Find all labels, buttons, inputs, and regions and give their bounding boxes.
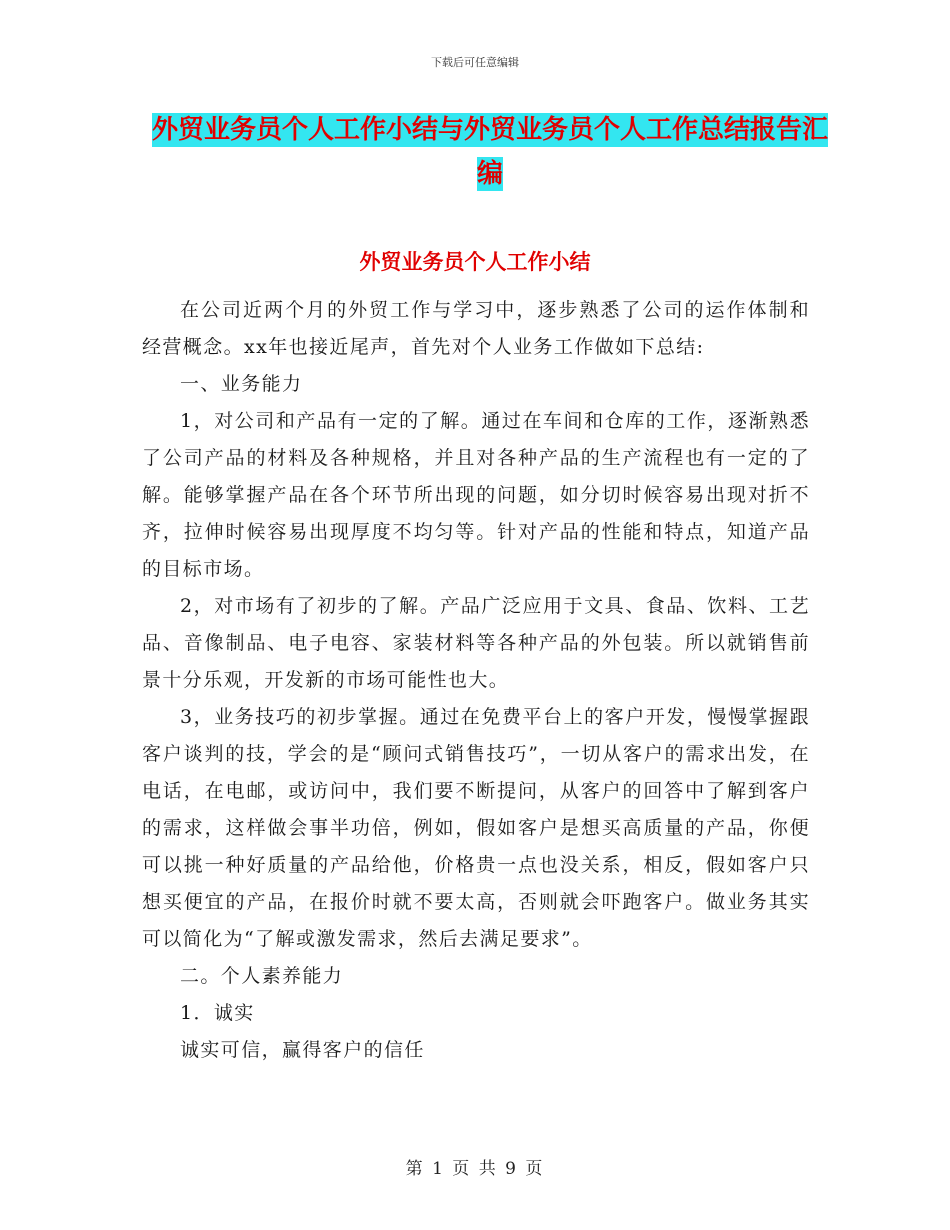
body-heading: 二。个人素养能力 <box>180 965 344 987</box>
body-paragraph: 3，业务技巧的初步掌握。通过在免费平台上的客户开发，慢慢掌握跟客户谈判的技，学会的是“顾问式销售技巧”，一切从客户的需求出发，在电话，在电邮，或访问中，我们要不断提问，从客户的回答中了解到客户的需求，这样做会事半功倍，例如，假如客户是想买高质量的产品，你便可以挑一种好质量的产品给他，价格贵一点也没关系，相反，假如客户只想买便宜的产品，在报价时就不要太高，否则就会吓跑客户。做业务其实可以简化为“了解或激发需求，然后去满足要求”。 <box>142 706 810 950</box>
header-note: 下载后可任意编辑 <box>431 56 519 69</box>
document-title <box>140 108 840 196</box>
body-paragraph: 2，对市场有了初步的了解。产品广泛应用于文具、食品、饮料、工艺品、音像制品、电子电容、家装材料等各种产品的外包装。所以就销售前景十分乐观，开发新的市场可能性也大。 <box>142 595 810 691</box>
body-paragraph: 1，对公司和产品有一定的了解。通过在车间和仓库的工作，逐渐熟悉了公司产品的材料及各种规格，并且对各种产品的生产流程也有一定的了解。能够掌握产品在各个环节所出现的问题，如分切时候容易出现对折不齐，拉伸时候容易出现厚度不均匀等。针对产品的性能和特点，知道产品的目标市场。 <box>142 410 810 580</box>
body-heading: 一、业务能力 <box>180 373 303 395</box>
body-paragraph: 在公司近两个月的外贸工作与学习中，逐步熟悉了公司的运作体制和经营概念。xx年也接近尾声，首先对个人业务工作做如下总结: <box>142 299 810 358</box>
document-title-text: 外贸业务员个人工作小结与外贸业务员个人工作总结报告汇编 <box>151 115 828 189</box>
page-number: 第 1 页 共 9 页 <box>405 1159 545 1179</box>
body-subheading: 1．诚实 <box>180 1002 255 1024</box>
body-paragraph: 诚实可信，赢得客户的信任 <box>180 1039 425 1061</box>
document-body <box>142 292 810 1069</box>
section-title: 外贸业务员个人工作小结 <box>359 250 591 274</box>
